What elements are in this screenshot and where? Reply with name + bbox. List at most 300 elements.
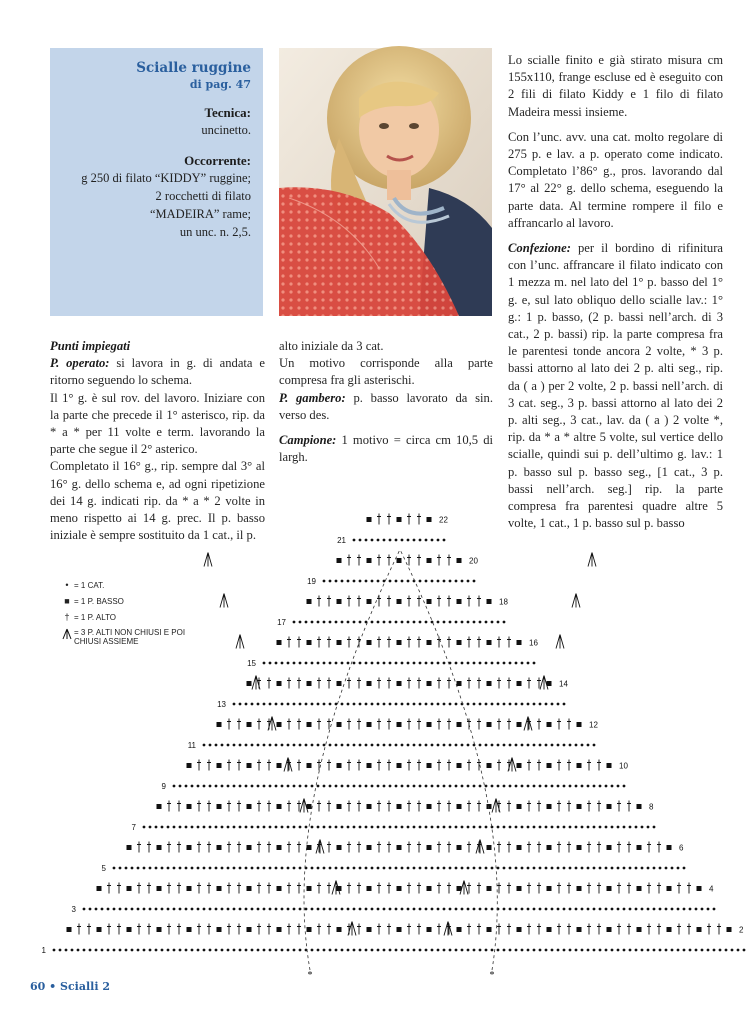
chain-stitch-mark xyxy=(353,744,356,747)
chain-stitch-mark xyxy=(269,662,272,665)
chain-stitch-mark xyxy=(425,867,428,870)
double-crochet-mark xyxy=(137,842,141,853)
chain-stitch-mark xyxy=(365,662,368,665)
chain-stitch-mark xyxy=(293,744,296,747)
double-crochet-mark xyxy=(347,596,351,607)
chain-stitch-mark xyxy=(503,744,506,747)
single-crochet-mark xyxy=(217,886,222,891)
chain-stitch-mark xyxy=(293,785,296,788)
chain-stitch-mark xyxy=(575,785,578,788)
double-crochet-mark xyxy=(507,883,511,894)
double-crochet-mark xyxy=(327,719,331,730)
chain-stitch-mark xyxy=(287,867,290,870)
chain-stitch-mark xyxy=(503,949,506,952)
chain-stitch-mark xyxy=(269,744,272,747)
single-crochet-mark xyxy=(427,681,432,686)
occorrente-line: un unc. n. 2,5. xyxy=(179,225,251,239)
chain-stitch-mark xyxy=(713,908,716,911)
instructions-column-right xyxy=(508,52,723,540)
chain-stitch-mark xyxy=(497,826,500,829)
chain-stitch-mark xyxy=(215,785,218,788)
chain-stitch-mark xyxy=(401,662,404,665)
double-crochet-mark xyxy=(657,842,661,853)
single-crochet-mark xyxy=(457,845,462,850)
single-crochet-mark xyxy=(187,763,192,768)
chain-stitch-mark xyxy=(443,744,446,747)
chain-stitch-mark xyxy=(161,949,164,952)
chain-stitch-mark xyxy=(401,949,404,952)
chain-stitch-mark xyxy=(473,744,476,747)
chain-stitch-mark xyxy=(617,908,620,911)
chain-stitch-mark xyxy=(383,908,386,911)
double-crochet-mark xyxy=(417,555,421,566)
chain-stitch-mark xyxy=(263,867,266,870)
chain-stitch-mark xyxy=(491,949,494,952)
chain-stitch-mark xyxy=(545,908,548,911)
chain-stitch-mark xyxy=(341,580,344,583)
double-crochet-mark xyxy=(437,596,441,607)
chain-stitch-mark xyxy=(653,826,656,829)
chain-stitch-mark xyxy=(455,867,458,870)
double-crochet-mark xyxy=(567,883,571,894)
double-crochet-mark xyxy=(107,883,111,894)
chain-stitch-mark xyxy=(131,867,134,870)
chain-stitch-mark xyxy=(551,949,554,952)
single-crochet-mark xyxy=(517,804,522,809)
double-crochet-mark xyxy=(227,719,231,730)
legend-label: = 3 P. ALTI NON CHIUSI E POI CHIUSI ASSIEME xyxy=(74,628,186,646)
double-crochet-mark xyxy=(237,801,241,812)
dot-icon: • xyxy=(65,580,69,590)
double-crochet-mark xyxy=(507,924,511,935)
chain-stitch-mark xyxy=(341,621,344,624)
campione-text: 1 motivo = circa cm 10,5 di largh. xyxy=(279,433,493,465)
double-crochet-mark xyxy=(557,924,561,935)
double-crochet-mark xyxy=(407,678,411,689)
single-crochet-mark xyxy=(247,722,252,727)
double-crochet-mark xyxy=(297,760,301,771)
chain-stitch-mark xyxy=(317,621,320,624)
double-crochet-mark xyxy=(267,801,271,812)
chain-stitch-mark xyxy=(641,867,644,870)
chain-stitch-mark xyxy=(323,662,326,665)
chain-stitch-mark xyxy=(419,908,422,911)
chain-stitch-mark xyxy=(629,826,632,829)
chain-stitch-mark xyxy=(383,703,386,706)
chain-stitch-mark xyxy=(317,908,320,911)
chain-stitch-mark xyxy=(353,621,356,624)
single-crochet-mark xyxy=(517,763,522,768)
chain-stitch-mark xyxy=(413,785,416,788)
chain-stitch-mark xyxy=(629,949,632,952)
chain-stitch-mark xyxy=(131,949,134,952)
double-crochet-mark xyxy=(647,883,651,894)
chain-stitch-mark xyxy=(455,621,458,624)
single-crochet-mark xyxy=(97,886,102,891)
chain-stitch-mark xyxy=(317,662,320,665)
double-crochet-mark xyxy=(627,842,631,853)
chain-stitch-mark xyxy=(215,867,218,870)
chain-stitch-mark xyxy=(599,826,602,829)
chain-stitch-mark xyxy=(107,949,110,952)
chain-stitch-mark xyxy=(467,867,470,870)
chain-stitch-mark xyxy=(431,908,434,911)
chain-stitch-mark xyxy=(275,867,278,870)
double-crochet-mark xyxy=(387,596,391,607)
double-crochet-mark xyxy=(657,883,661,894)
double-crochet-mark xyxy=(257,842,261,853)
double-crochet-mark xyxy=(497,719,501,730)
chain-stitch-mark xyxy=(233,785,236,788)
chain-stitch-mark xyxy=(377,785,380,788)
chain-stitch-mark xyxy=(359,826,362,829)
double-crochet-mark xyxy=(647,842,651,853)
chain-stitch-mark xyxy=(281,744,284,747)
chain-stitch-mark xyxy=(395,908,398,911)
p-gambero-label: P. gambero: xyxy=(279,390,346,405)
chain-stitch-mark xyxy=(377,826,380,829)
chain-stitch-mark xyxy=(317,949,320,952)
chain-stitch-mark xyxy=(413,826,416,829)
chain-stitch-mark xyxy=(437,867,440,870)
chain-stitch-mark xyxy=(293,908,296,911)
double-crochet-mark xyxy=(447,719,451,730)
chain-stitch-mark xyxy=(467,949,470,952)
chain-stitch-mark xyxy=(533,703,536,706)
chain-stitch-mark xyxy=(209,867,212,870)
chain-stitch-mark xyxy=(431,580,434,583)
row-number-label: 18 xyxy=(499,597,508,607)
chain-stitch-mark xyxy=(623,949,626,952)
double-crochet-mark xyxy=(167,883,171,894)
chain-stitch-mark xyxy=(443,580,446,583)
chain-stitch-mark xyxy=(413,539,416,542)
chain-stitch-mark xyxy=(227,826,230,829)
chain-stitch-mark xyxy=(155,867,158,870)
chain-stitch-mark xyxy=(557,949,560,952)
chain-stitch-mark xyxy=(605,908,608,911)
single-crochet-mark xyxy=(217,722,222,727)
chain-stitch-mark xyxy=(299,621,302,624)
double-crochet-mark xyxy=(377,924,381,935)
single-crochet-mark xyxy=(547,927,552,932)
chain-stitch-mark xyxy=(113,949,116,952)
chain-stitch-mark xyxy=(713,949,716,952)
chain-stitch-mark xyxy=(509,703,512,706)
double-crochet-mark xyxy=(587,924,591,935)
chain-stitch-mark xyxy=(311,908,314,911)
chain-stitch-mark xyxy=(311,826,314,829)
single-crochet-mark xyxy=(427,763,432,768)
chain-stitch-mark xyxy=(449,621,452,624)
single-crochet-mark xyxy=(367,517,372,522)
chain-stitch-mark xyxy=(611,826,614,829)
chain-stitch-mark xyxy=(191,826,194,829)
chain-stitch-mark xyxy=(341,703,344,706)
chain-stitch-mark xyxy=(293,949,296,952)
chain-stitch-mark xyxy=(389,949,392,952)
chain-stitch-mark xyxy=(443,867,446,870)
chain-stitch-mark xyxy=(269,908,272,911)
single-crochet-mark xyxy=(427,804,432,809)
double-crochet-mark xyxy=(657,924,661,935)
chain-stitch-mark xyxy=(575,908,578,911)
chain-stitch-mark xyxy=(353,785,356,788)
cluster-mark xyxy=(588,553,596,567)
chain-stitch-mark xyxy=(323,867,326,870)
chain-stitch-mark xyxy=(245,785,248,788)
chain-stitch-mark xyxy=(443,621,446,624)
single-crochet-mark xyxy=(367,681,372,686)
chain-stitch-mark xyxy=(545,867,548,870)
single-crochet-mark xyxy=(487,763,492,768)
chain-stitch-mark xyxy=(419,621,422,624)
chain-stitch-mark xyxy=(509,908,512,911)
chain-stitch-mark xyxy=(455,949,458,952)
chain-stitch-mark xyxy=(185,908,188,911)
single-crochet-mark xyxy=(187,845,192,850)
single-crochet-mark xyxy=(397,681,402,686)
chain-stitch-mark xyxy=(155,826,158,829)
double-crochet-mark xyxy=(197,842,201,853)
single-crochet-mark xyxy=(457,763,462,768)
double-crochet-mark xyxy=(297,883,301,894)
row-number-label: 8 xyxy=(649,802,654,812)
double-crochet-mark xyxy=(587,760,591,771)
cluster-mark xyxy=(556,635,564,649)
chain-stitch-mark xyxy=(563,703,566,706)
chain-stitch-mark xyxy=(641,908,644,911)
chain-stitch-mark xyxy=(509,826,512,829)
double-crochet-mark xyxy=(327,596,331,607)
chain-stitch-mark xyxy=(383,826,386,829)
occorrente-heading: Occorrente: xyxy=(184,153,251,168)
double-crochet-mark xyxy=(297,637,301,648)
double-crochet-mark xyxy=(317,924,321,935)
double-crochet-mark xyxy=(557,883,561,894)
double-crochet-mark xyxy=(537,760,541,771)
chain-stitch-mark xyxy=(575,826,578,829)
chain-stitch-mark xyxy=(659,949,662,952)
chain-stitch-mark xyxy=(449,580,452,583)
chain-stitch-mark xyxy=(431,662,434,665)
chain-stitch-mark xyxy=(665,908,668,911)
chain-stitch-mark xyxy=(365,539,368,542)
chain-stitch-mark xyxy=(443,703,446,706)
double-crochet-mark xyxy=(227,883,231,894)
double-crochet-mark xyxy=(377,596,381,607)
cluster-mark xyxy=(236,635,244,649)
double-crochet-mark xyxy=(287,719,291,730)
double-crochet-mark xyxy=(327,760,331,771)
double-crochet-mark xyxy=(387,924,391,935)
double-crochet-mark xyxy=(447,596,451,607)
chain-stitch-mark xyxy=(425,539,428,542)
chain-stitch-mark xyxy=(101,908,104,911)
single-crochet-mark xyxy=(187,886,192,891)
double-crochet-mark xyxy=(237,883,241,894)
chain-stitch-mark xyxy=(245,867,248,870)
chain-stitch-mark xyxy=(353,949,356,952)
chain-stitch-mark xyxy=(377,539,380,542)
chain-stitch-mark xyxy=(365,785,368,788)
chain-stitch-mark xyxy=(353,867,356,870)
chain-stitch-mark xyxy=(407,744,410,747)
chain-stitch-mark xyxy=(473,949,476,952)
chain-stitch-mark xyxy=(287,662,290,665)
chain-stitch-mark xyxy=(413,703,416,706)
chain-stitch-mark xyxy=(719,949,722,952)
double-crochet-mark xyxy=(317,637,321,648)
chain-stitch-mark xyxy=(323,744,326,747)
chain-stitch-mark xyxy=(305,703,308,706)
chain-stitch-mark xyxy=(407,621,410,624)
double-crochet-mark xyxy=(477,719,481,730)
double-crochet-mark xyxy=(557,760,561,771)
chain-stitch-mark xyxy=(311,785,314,788)
chain-stitch-mark xyxy=(545,785,548,788)
double-crochet-mark xyxy=(147,883,151,894)
chain-stitch-mark xyxy=(437,785,440,788)
chain-stitch-mark xyxy=(95,949,98,952)
chain-stitch-mark xyxy=(371,703,374,706)
chain-stitch-mark xyxy=(83,908,86,911)
chain-stitch-mark xyxy=(269,826,272,829)
chain-stitch-mark xyxy=(461,908,464,911)
chain-stitch-mark xyxy=(221,744,224,747)
chain-stitch-mark xyxy=(263,826,266,829)
double-crochet-mark xyxy=(407,555,411,566)
double-crochet-mark xyxy=(197,801,201,812)
p-operato-text: si lavora in g. di andata e ritorno seguendo lo schema. xyxy=(50,356,265,388)
chain-stitch-mark xyxy=(695,908,698,911)
chain-stitch-mark xyxy=(257,908,260,911)
row-number-label: 10 xyxy=(619,761,628,771)
chain-stitch-mark xyxy=(221,867,224,870)
single-crochet-mark xyxy=(427,640,432,645)
chain-stitch-mark xyxy=(683,908,686,911)
single-crochet-mark xyxy=(397,763,402,768)
chain-stitch-mark xyxy=(593,744,596,747)
chain-stitch-mark xyxy=(113,908,116,911)
single-crochet-mark xyxy=(607,763,612,768)
chain-stitch-mark xyxy=(191,785,194,788)
chain-stitch-mark xyxy=(677,908,680,911)
chain-stitch-mark xyxy=(257,785,260,788)
chain-stitch-mark xyxy=(587,744,590,747)
chain-stitch-mark xyxy=(311,703,314,706)
chain-stitch-mark xyxy=(335,785,338,788)
chain-stitch-mark xyxy=(611,949,614,952)
single-crochet-mark xyxy=(637,845,642,850)
chain-stitch-mark xyxy=(455,908,458,911)
chain-stitch-mark xyxy=(503,908,506,911)
row-number-label: 21 xyxy=(337,536,346,545)
chain-stitch-mark xyxy=(377,662,380,665)
single-crochet-mark xyxy=(157,886,162,891)
single-crochet-mark xyxy=(337,599,342,604)
chain-stitch-mark xyxy=(347,703,350,706)
chain-stitch-mark xyxy=(461,785,464,788)
page-number: 60 xyxy=(30,980,46,993)
double-crochet-mark xyxy=(387,842,391,853)
chain-stitch-mark xyxy=(539,744,542,747)
chain-stitch-mark xyxy=(389,580,392,583)
chain-stitch-mark xyxy=(551,826,554,829)
chain-stitch-mark xyxy=(365,949,368,952)
double-crochet-mark xyxy=(347,555,351,566)
chain-stitch-mark xyxy=(53,949,56,952)
chain-stitch-mark xyxy=(641,826,644,829)
row-number-label: 16 xyxy=(529,638,538,648)
chain-stitch-mark xyxy=(167,908,170,911)
chain-stitch-mark xyxy=(365,908,368,911)
chain-stitch-mark xyxy=(143,949,146,952)
chain-stitch-mark xyxy=(485,621,488,624)
chain-stitch-mark xyxy=(437,949,440,952)
single-crochet-mark xyxy=(307,681,312,686)
single-crochet-mark xyxy=(397,886,402,891)
chain-stitch-mark xyxy=(323,826,326,829)
chain-stitch-mark xyxy=(575,867,578,870)
chain-stitch-mark xyxy=(407,908,410,911)
chain-stitch-mark xyxy=(77,949,80,952)
row-number-label: 20 xyxy=(469,556,478,566)
chain-stitch-mark xyxy=(605,785,608,788)
tecnica-heading: Tecnica: xyxy=(204,105,251,120)
paragraph-continued: alto iniziale da 3 cat. xyxy=(279,339,384,353)
double-crochet-mark xyxy=(347,678,351,689)
single-crochet-mark xyxy=(217,763,222,768)
chain-stitch-mark xyxy=(101,949,104,952)
chain-stitch-mark xyxy=(107,908,110,911)
chain-stitch-mark xyxy=(269,867,272,870)
chain-stitch-mark xyxy=(257,826,260,829)
chain-stitch-mark xyxy=(623,867,626,870)
double-crochet-mark xyxy=(537,883,541,894)
chain-stitch-mark xyxy=(155,949,158,952)
chain-stitch-mark xyxy=(569,744,572,747)
chain-stitch-mark xyxy=(539,949,542,952)
chain-stitch-mark xyxy=(665,949,668,952)
chain-stitch-mark xyxy=(437,580,440,583)
chain-stitch-mark xyxy=(521,867,524,870)
chain-stitch-mark xyxy=(497,621,500,624)
chain-stitch-mark xyxy=(275,662,278,665)
chain-stitch-mark xyxy=(335,662,338,665)
double-crochet-mark xyxy=(567,719,571,730)
double-crochet-mark xyxy=(557,801,561,812)
chain-stitch-mark xyxy=(443,539,446,542)
double-crochet-mark xyxy=(687,883,691,894)
double-crochet-mark xyxy=(287,801,291,812)
chain-stitch-mark xyxy=(401,826,404,829)
chain-stitch-mark xyxy=(551,867,554,870)
occorrente-line: 2 rocchetti di filato xyxy=(155,189,251,203)
chain-stitch-mark xyxy=(353,703,356,706)
chain-stitch-mark xyxy=(281,867,284,870)
chain-stitch-mark xyxy=(89,908,92,911)
single-crochet-mark xyxy=(577,804,582,809)
chain-stitch-mark xyxy=(407,826,410,829)
chain-stitch-mark xyxy=(497,867,500,870)
double-crochet-mark xyxy=(527,801,531,812)
double-crochet-mark xyxy=(347,801,351,812)
double-crochet-mark xyxy=(507,637,511,648)
single-crochet-mark xyxy=(427,886,432,891)
chain-stitch-mark xyxy=(251,826,254,829)
chain-stitch-mark xyxy=(275,785,278,788)
